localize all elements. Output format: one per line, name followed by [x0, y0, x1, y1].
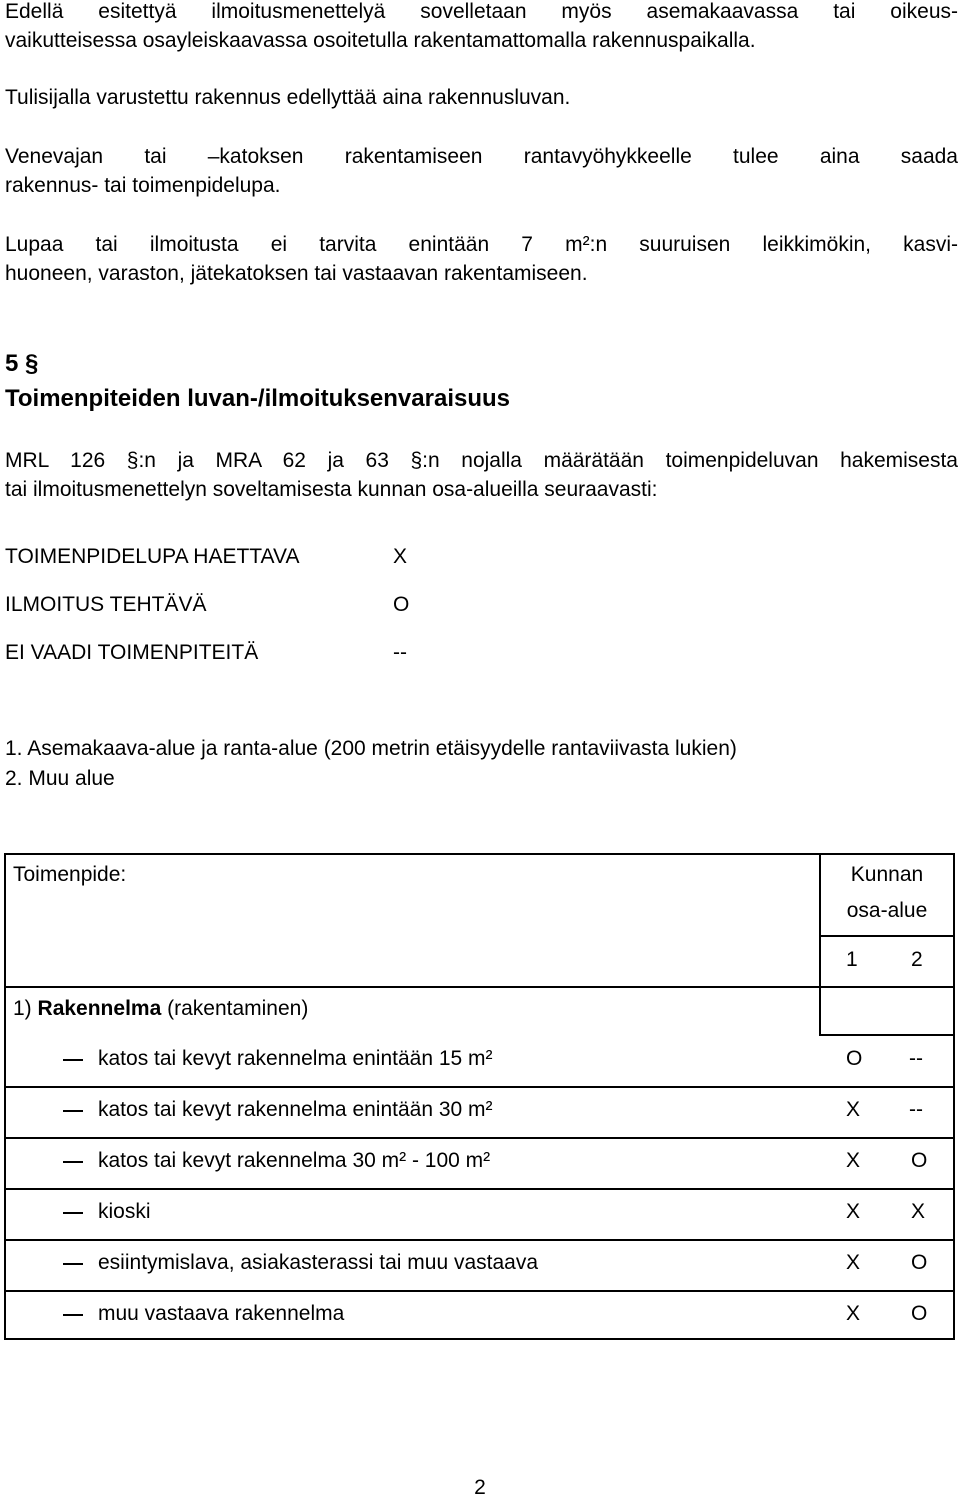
table-row-4-area-2: X	[911, 1200, 926, 1223]
legend-label-none: EI VAADI TOIMENPITEITÄ	[5, 641, 259, 664]
legend-label-notice: ILMOITUS TEHTÄVÄ	[5, 593, 207, 616]
bullet-dash-icon	[63, 1110, 83, 1112]
legend-label-permit: TOIMENPIDELUPA HAETTAVA	[5, 545, 300, 568]
table-row-5-label: esiintymislava, asiakasterassi tai muu vastaava	[98, 1251, 539, 1274]
table-group-number: 1)	[13, 997, 32, 1020]
bullet-dash-icon	[63, 1059, 83, 1061]
table-area-header-line-1: Kunnan	[850, 863, 924, 886]
table-row-3-area-2: O	[911, 1149, 928, 1172]
paragraph-1-line-2: vaikutteisessa osayleiskaavassa osoitetulla rakentamattomalla rakennuspaikalla.	[5, 29, 756, 52]
table-row-2-area-2: --	[909, 1098, 923, 1121]
page-number: 2	[474, 1476, 486, 1499]
table-header-label: Toimenpide:	[13, 863, 127, 886]
table-row-6-area-1: X	[846, 1302, 861, 1325]
paragraph-2-line-1: Tulisijalla varustettu rakennus edellyttää aina rakennusluvan.	[5, 86, 571, 109]
table-row-5-area-2: O	[911, 1251, 928, 1274]
paragraph-4-line-1: Lupaa tai ilmoitusta ei tarvita enintään 7 m²:n suuruisen leikkimökin, kasvi-	[5, 233, 958, 256]
table-area-header-line-2: osa-alue	[846, 899, 928, 922]
table-group-rest: (rakentaminen)	[167, 997, 309, 1020]
table-divider-group	[819, 1034, 955, 1036]
table-row-2-area-1: X	[846, 1098, 861, 1121]
table-divider-area-numbers	[819, 986, 955, 988]
table-row-line	[4, 1239, 955, 1241]
table-row-1-area-2: --	[909, 1047, 923, 1070]
table-row-4-area-1: X	[846, 1200, 861, 1223]
table-divider-area-header	[819, 935, 955, 937]
area-1: 1. Asemakaava-alue ja ranta-alue (200 metrin etäisyydelle rantaviivasta lukien)	[5, 737, 737, 760]
table-area-col-1: 1	[846, 948, 858, 971]
legend-mark-permit: X	[393, 545, 408, 568]
table-row-1-label: katos tai kevyt rakennelma enintään 15 m²	[98, 1047, 493, 1070]
table-row-1-area-1: O	[846, 1047, 863, 1070]
section-intro-line-1: MRL 126 §:n ja MRA 62 ja 63 §:n nojalla määrätään toimenpideluvan hakemisesta	[5, 449, 958, 472]
legend-mark-none: --	[393, 641, 407, 664]
paragraph-4-line-2: huoneen, varaston, jätekatoksen tai vastaavan rakentamiseen.	[5, 262, 588, 285]
table-row-5-area-1: X	[846, 1251, 861, 1274]
table-divider-header	[4, 986, 819, 988]
table-row-line	[4, 1188, 955, 1190]
table-row-6-label: muu vastaava rakennelma	[98, 1302, 345, 1325]
table-group-bold: Rakennelma	[37, 997, 162, 1020]
paragraph-1-line-1: Edellä esitettyä ilmoitusmenettelyä sovelletaan myös asemakaavassa tai oikeus-	[5, 0, 958, 23]
table-row-3-area-1: X	[846, 1149, 861, 1172]
bullet-dash-icon	[63, 1314, 83, 1316]
table-row-line	[4, 1086, 955, 1088]
table-area-col-2: 2	[911, 948, 923, 971]
table-group-heading	[13, 997, 308, 1021]
legend-mark-notice: O	[393, 593, 410, 616]
section-intro-line-2: tai ilmoitusmenettelyn soveltamisesta kunnan osa-alueilla seuraavasti:	[5, 478, 658, 501]
area-2: 2. Muu alue	[5, 767, 115, 790]
table-row-line	[4, 1290, 955, 1292]
paragraph-3-line-1: Venevajan tai –katoksen rakentamiseen rantavyöhykkeelle tulee aina saada	[5, 145, 958, 168]
bullet-dash-icon	[63, 1263, 83, 1265]
table-row-2-label: katos tai kevyt rakennelma enintään 30 m²	[98, 1098, 493, 1121]
paragraph-3-line-2: rakennus- tai toimenpidelupa.	[5, 174, 281, 197]
section-number: 5 §	[5, 350, 39, 377]
bullet-dash-icon	[63, 1161, 83, 1163]
table-row-line	[4, 1137, 955, 1139]
table-row-3-label: katos tai kevyt rakennelma 30 m² - 100 m²	[98, 1149, 491, 1172]
table-row-6-area-2: O	[911, 1302, 928, 1325]
bullet-dash-icon	[63, 1212, 83, 1214]
table-row-4-label: kioski	[98, 1200, 151, 1223]
section-title: Toimenpiteiden luvan-/ilmoituksenvaraisuus	[5, 385, 510, 412]
